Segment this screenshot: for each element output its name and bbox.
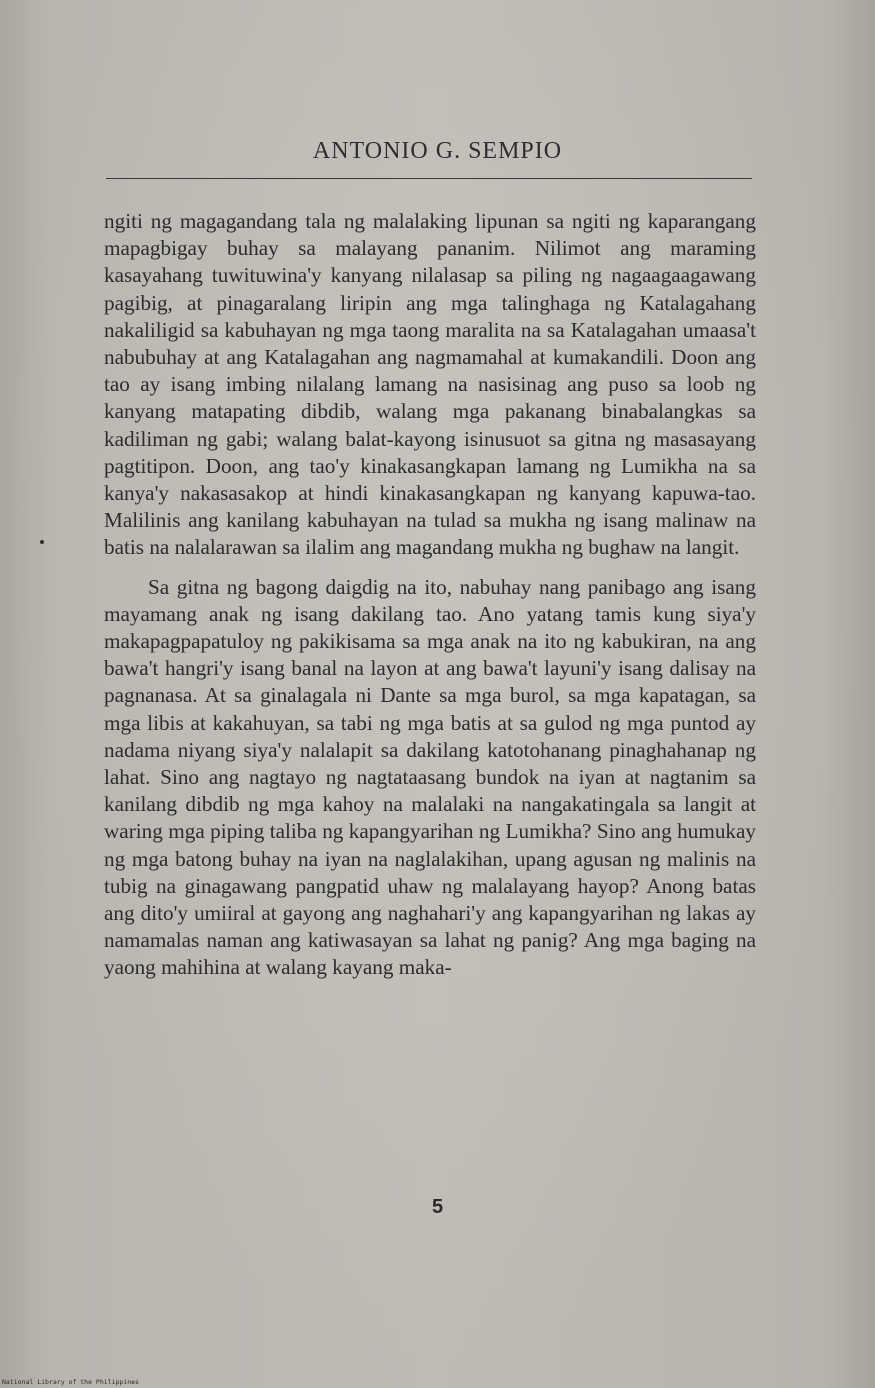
library-credit: National Library of the Philippines <box>2 1378 139 1386</box>
page-number: 5 <box>431 1196 444 1218</box>
paragraph-2: Sa gitna ng bagong daigdig na ito, nabuhay nang panibago ang isang mayamang anak ng isang dakilang tao. Ano yatang tamis kung siya'y makapagpapatuloy ng pakikisama sa mga anak na ito ng kabukiran, na ang bawa't hangri'y isang banal na layon at ang bawa't layuni'y isang dalisay na pagnanasa. At sa ginalagala ni Dante sa mga burol, sa mga kapatagan, sa mga libis at kakahuyan, sa tabi ng mga batis at sa gulod ng mga puntod ay nadama niyang siya'y nalalapit sa dakilang katotohanang pinaghahanap ng lahat. Sino ang nagtayo ng nagtataasang bundok na iyan at nagtanim sa kanilang dibdib ng mga kahoy na malalaki na nangakatingala sa langit at waring mga piping taliba ng kapangyarihan ng Lumikha? Sino ang humukay ng mga batong buhay na iyan na naglalakihan, upang agusan ng malinis na tubig na ginagawang pangpatid uhaw ng malalayang hayop? Anong batas ang dito'y umiiral at gayong ang naghahari'y ang kapangyarihan ng lakas ay namamalas naman ang katiwasayan sa lahat ng panig? Ang mga baging na yaong mahihina at walang kayang maka- <box>104 574 756 980</box>
running-header: ANTONIO G. SEMPIO <box>312 138 563 164</box>
header-rule <box>106 178 752 179</box>
body-text <box>104 208 756 982</box>
paragraph-1: ngiti ng magagandang tala ng malalaking lipunan sa ngiti ng kaparangang mapagbigay buhay sa malayang pananim. Nilimot ang maraming kasayahang tuwituwina'y kanyang nilalasap sa piling ng nagaagaagawang pagibig, at pinagaralang liripin ang mga talinghaga ng Katalagahang nakaliligid sa kabuhayan ng mga taong maralita na sa Katalagahan umaasa't nabubuhay at ang Katalagahan ang nagmamahal at kumakandili. Doon ang tao ay isang imbing nilalang lamang na nasisinag ang puso sa loob ng kanyang matapating dibdib, walang mga pakanang binabalangkas sa kadiliman ng gabi; walang balat-kayong isinusuot sa gitna ng masasayang pagtitipon. Doon, ang tao'y kinakasangkapan lamang ng Lumikha na sa kanya'y nakasasakop at hindi kinakasangkapan ng kanyang kapuwa-tao. Malilinis ang kanilang kabuhayan na tulad sa mukha ng isang malinaw na batis na nalalarawan sa ilalim ang magandang mukha ng bughaw na langit. <box>104 209 756 560</box>
margin-speck <box>40 540 44 544</box>
